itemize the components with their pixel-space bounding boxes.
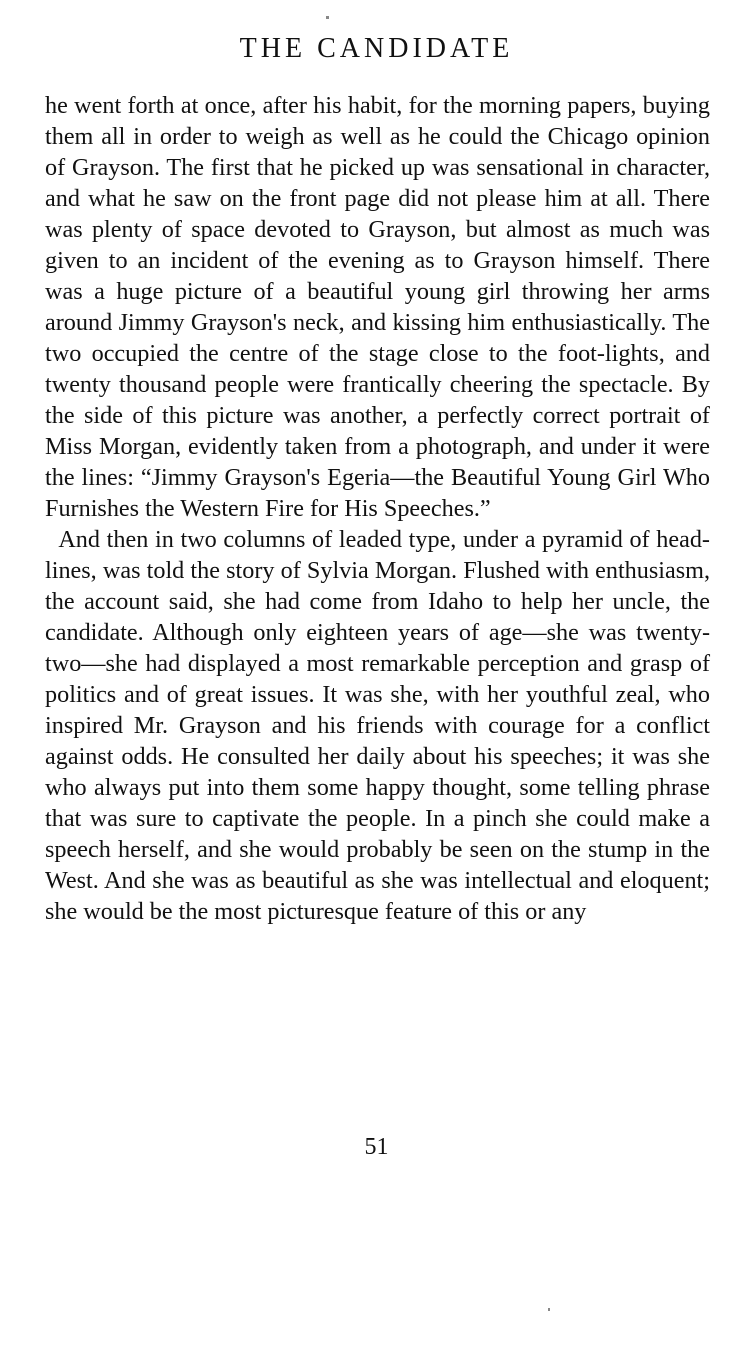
paragraph-1: he went forth at once, after his habit, for the morning papers, buying them all in order to weigh as well as he could the Chicago opinion of Grayson. The first that he picked up was sensational in character, and what he saw on the front page did not please him at all. There was plenty of space devoted to Grayson, but almost as much was given to an incident of the evening as to Grayson himself. There was a huge picture of a beautiful young girl throwing her arms around Jimmy Grayson's neck, and kissing him enthusiastically. The two occupied the centre of the stage close to the foot-lights, and twenty thousand people were frantically cheering the spectacle. By the side of this picture was another, a perfectly correct portrait of Miss Morgan, evidently taken from a photograph, and under it were the lines: “Jimmy Grayson's Egeria—the Beautiful Young Girl Who Furnishes the Western Fire for His Speeches.” <box>45 92 710 522</box>
running-head: THE CANDIDATE <box>239 33 514 64</box>
print-speck <box>326 16 329 19</box>
page-number: 51 <box>364 1134 389 1160</box>
print-speck <box>548 1308 550 1311</box>
paragraph-2: And then in two columns of leaded type, under a pyramid of head-lines, was told the story of Sylvia Morgan. Flushed with enthusiasm, the account said, she had come from Idaho to help her uncle, the candidate. Although only eighteen years of age—she was twenty-two—she had displayed a most remarkable perception and grasp of politics and of great issues. It was she, with her youthful zeal, who inspired Mr. Grayson and his friends with courage for a conflict against odds. He consulted her daily about his speeches; it was she who always put into them some happy thought, some telling phrase that was sure to captivate the people. In a pinch she could make a speech herself, and she would probably be seen on the stump in the West. And she was as beautiful as she was intellectual and eloquent; she would be the most picturesque feature of this or any <box>45 526 710 925</box>
body-text <box>45 90 710 927</box>
